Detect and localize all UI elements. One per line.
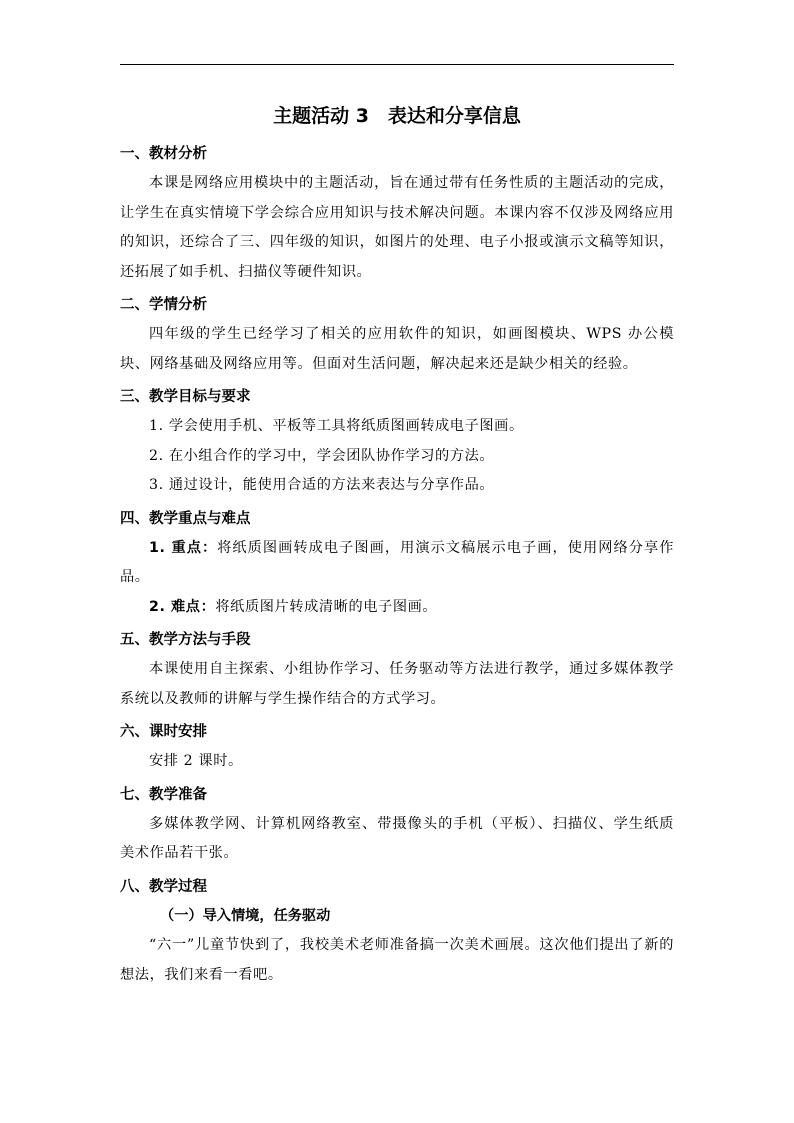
sub-heading: （一）导入情境，任务驱动 [160,907,331,924]
section-heading-4: 四、教学重点与难点 [120,510,251,527]
difficulty-paragraph [120,593,674,623]
section-heading-8: 八、教学过程 [120,878,207,895]
section-paragraph-1: 本课是网络应用模块中的主题活动，旨在通过带有任务性质的主题活动的完成，让学生在真实情境下学会综合应用知识与技术解决问题。本课内容不仅涉及网络应用的知识，还综合了三、四年级的知识，如图片的处理、电子小报或演示文稿等知识，还拓展了如手机、扫描仪等硬件知识。 [120,175,674,280]
page-title: 主题活动 3 表达和分享信息 [273,105,521,127]
key-point-paragraph [120,534,674,593]
section-paragraph-8: “六一”儿童节快到了，我校美术老师准备搞一次美术画展。这次他们提出了新的想法，我们来看一看吧。 [120,937,674,983]
section-heading-7: 七、教学准备 [120,786,207,803]
difficulty-text: 将纸质图片转成清晰的电子图画。 [215,598,438,615]
section-heading-2: 二、学情分析 [120,297,207,313]
section-heading-6: 六、课时安排 [120,724,207,740]
objective-item-1: 1. 学会使用手机、平板等工具将纸质图画转成电子图画。 [149,418,524,434]
section-heading-1: 一、教材分析 [120,146,207,162]
section-paragraph-7: 多媒体教学网、计算机网络教室、带摄像头的手机（平板）、扫描仪、学生纸质美术作品若干张。 [120,815,674,861]
header-rule [120,64,674,65]
document-body [120,140,674,990]
section-heading-5: 五、教学方法与手段 [120,632,251,648]
objective-item-2: 2. 在小组合作的学习中，学会团队协作学习的方法。 [149,447,495,464]
objective-item-3: 3. 通过设计，能使用合适的方法来表达与分享作品。 [149,477,495,493]
key-point-label: 1. 重点： [149,539,218,556]
section-paragraph-5: 本课使用自主探索、小组协作学习、任务驱动等方法进行教学，通过多媒体教学系统以及教师的讲解与学生操作结合的方式学习。 [120,661,674,707]
key-point-text: 将纸质图画转成电子图画，用演示文稿展示电子画，使用网络分享作品。 [120,539,674,585]
section-paragraph-2: 四年级的学生已经学习了相关的应用软件的知识，如画图模块、WPS 办公模块、网络基础及网络应用等。但面对生活问题，解决起来还是缺少相关的经验。 [120,326,674,372]
difficulty-label: 2. 难点： [149,598,216,615]
section-paragraph-6: 安排 2 课时。 [149,753,243,769]
section-heading-3: 三、教学目标与要求 [120,389,251,405]
